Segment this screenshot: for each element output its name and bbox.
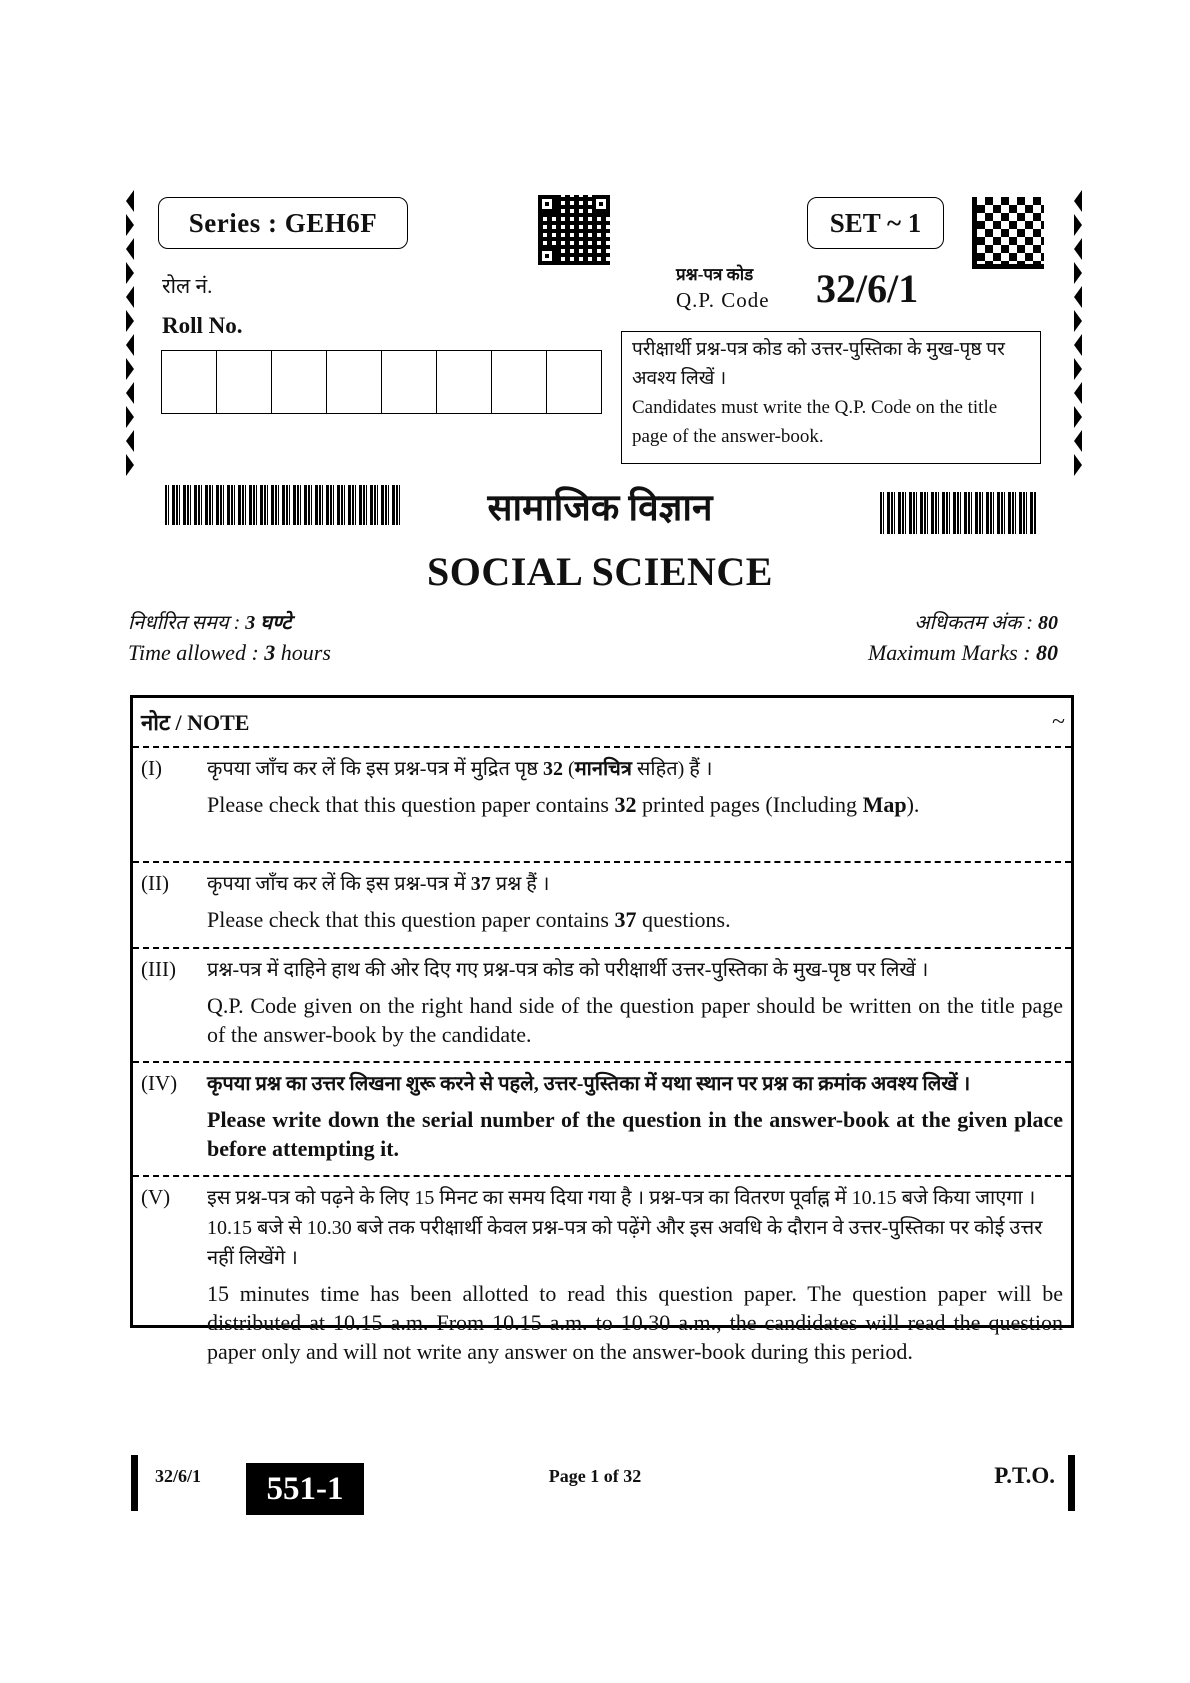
note-item-5: [133, 1177, 1071, 1372]
series-label: Series : GEH6F: [158, 197, 408, 249]
note-item-number: (III): [141, 957, 176, 981]
roll-number-boxes: [161, 350, 602, 414]
max-marks: [868, 640, 1058, 666]
right-edge-markers: [1074, 190, 1088, 476]
footer-bar-right: [1068, 1455, 1075, 1511]
note-item-hindi: इस प्रश्न-पत्र को पढ़ने के लिए 15 मिनट का समय दिया गया है । प्रश्न-पत्र का वितरण पूर्वाह्न में 10.15 बजे किया जाएगा । 10.15 बजे से 10.30 बजे तक परीक्षार्थी केवल प्रश्न-पत्र को पढ़ेंगे और इस अवधि के दौरान वे उत्तर-पुस्तिका पर कोई उत्तर नहीं लिखेंगे ।: [207, 1187, 1043, 1269]
qp-code-instruction-box: [621, 331, 1041, 464]
note-heading: नोट / NOTE: [141, 710, 250, 735]
note-item-english: Please check that this question paper contains 37 questions.: [207, 907, 731, 932]
qr-code-icon: [538, 195, 610, 265]
qp-instruction-hindi: परीक्षार्थी प्रश्न-पत्र कोड को उत्तर-पुस्तिका के मुख-पृष्ठ पर अवश्य लिखें ।: [632, 339, 1005, 389]
left-edge-markers: [126, 190, 140, 476]
time-unit: hours: [280, 640, 331, 665]
marks-label-hindi: अधिकतम अंक :: [914, 612, 1033, 634]
note-item-number: (I): [141, 756, 162, 780]
time-allowed: [128, 640, 331, 666]
time-value: 3: [264, 640, 276, 665]
qp-code-value: 32/6/1: [816, 266, 919, 311]
footer-qp-code: 32/6/1: [155, 1466, 202, 1486]
please-turn-over: P.T.O.: [994, 1463, 1055, 1488]
subject-title: SOCIAL SCIENCE: [426, 549, 773, 594]
note-item-number: (II): [141, 871, 169, 895]
note-item-hindi: कृपया जाँच कर लें कि इस प्रश्न-पत्र में मुद्रित पृष्ठ 32 (मानचित्र सहित) हैं ।: [207, 758, 713, 780]
note-item-hindi: कृपया प्रश्न का उत्तर लिखना शुरू करने से पहले, उत्तर-पुस्तिका में यथा स्थान पर प्रश्न का क्रमांक अवश्य लिखें ।: [207, 1073, 971, 1095]
page-indicator: Page 1 of 32: [548, 1466, 642, 1486]
note-item-2: [133, 863, 1071, 949]
marks-value: 80: [1036, 640, 1058, 665]
note-item-1: [133, 748, 1071, 863]
roll-digit-box[interactable]: [382, 351, 437, 413]
note-item-hindi: प्रश्न-पत्र में दाहिने हाथ की ओर दिए गए प्रश्न-पत्र कोड को परीक्षार्थी उत्तर-पुस्तिका के मुख-पृष्ठ पर लिखें ।: [207, 959, 929, 981]
time-label: Time allowed :: [128, 640, 259, 665]
note-box: [130, 695, 1074, 1364]
note-item-4: [133, 1063, 1071, 1177]
roll-digit-box[interactable]: [272, 351, 327, 413]
time-label-hindi: निर्धारित समय :: [128, 612, 241, 634]
qp-code-label-hindi: प्रश्न-पत्र कोड: [676, 265, 754, 284]
roll-digit-box[interactable]: [437, 351, 492, 413]
roll-digit-box[interactable]: [327, 351, 382, 413]
roll-digit-box[interactable]: [492, 351, 547, 413]
note-heading-row: [133, 698, 1071, 748]
marks-label: Maximum Marks :: [867, 640, 1031, 665]
footer-paper-number: 551-1: [246, 1463, 364, 1515]
note-item-number: (IV): [141, 1071, 178, 1095]
datamatrix-code-icon: [972, 197, 1044, 269]
tilde-mark: ~: [1052, 708, 1065, 735]
set-label: SET ~ 1: [807, 197, 944, 249]
subject-title-hindi: सामाजिक विज्ञान: [487, 488, 713, 529]
roll-digit-box[interactable]: [547, 351, 601, 413]
roll-digit-box[interactable]: [162, 351, 217, 413]
note-item-english: Please write down the serial number of the question in the answer-book at the given place before attempting it.: [207, 1107, 1063, 1161]
marks-value-hindi: 80: [1038, 612, 1058, 634]
note-item-english: 15 minutes time has been allotted to read this question paper. The question paper will be distributed at 10.15 a.m. From 10.15 a.m. to 10.30 a.m., the candidates will read the question paper only and will not write any answer on the answer-book during this period.: [207, 1281, 1063, 1364]
qp-instruction-english: Candidates must write the Q.P. Code on the title page of the answer-book.: [632, 397, 998, 447]
note-item-english: Please check that this question paper contains 32 printed pages (Including Map).: [207, 792, 920, 817]
time-allowed-hindi: [128, 608, 291, 635]
note-item-number: (V): [141, 1185, 171, 1209]
roll-number-label: Roll No.: [162, 313, 243, 338]
time-value-hindi: 3 घण्टे: [245, 612, 292, 634]
note-item-hindi: कृपया जाँच कर लें कि इस प्रश्न-पत्र में 37 प्रश्न हैं ।: [207, 873, 550, 895]
note-item-3: [133, 949, 1071, 1063]
roll-digit-box[interactable]: [217, 351, 272, 413]
qp-code-label: Q.P. Code: [676, 288, 770, 312]
note-item-english: Q.P. Code given on the right hand side of the question paper should be written on the title page of the answer-book by the candidate.: [207, 993, 1063, 1047]
max-marks-hindi: [914, 608, 1058, 635]
roll-number-label-hindi: रोल नं.: [162, 274, 213, 298]
